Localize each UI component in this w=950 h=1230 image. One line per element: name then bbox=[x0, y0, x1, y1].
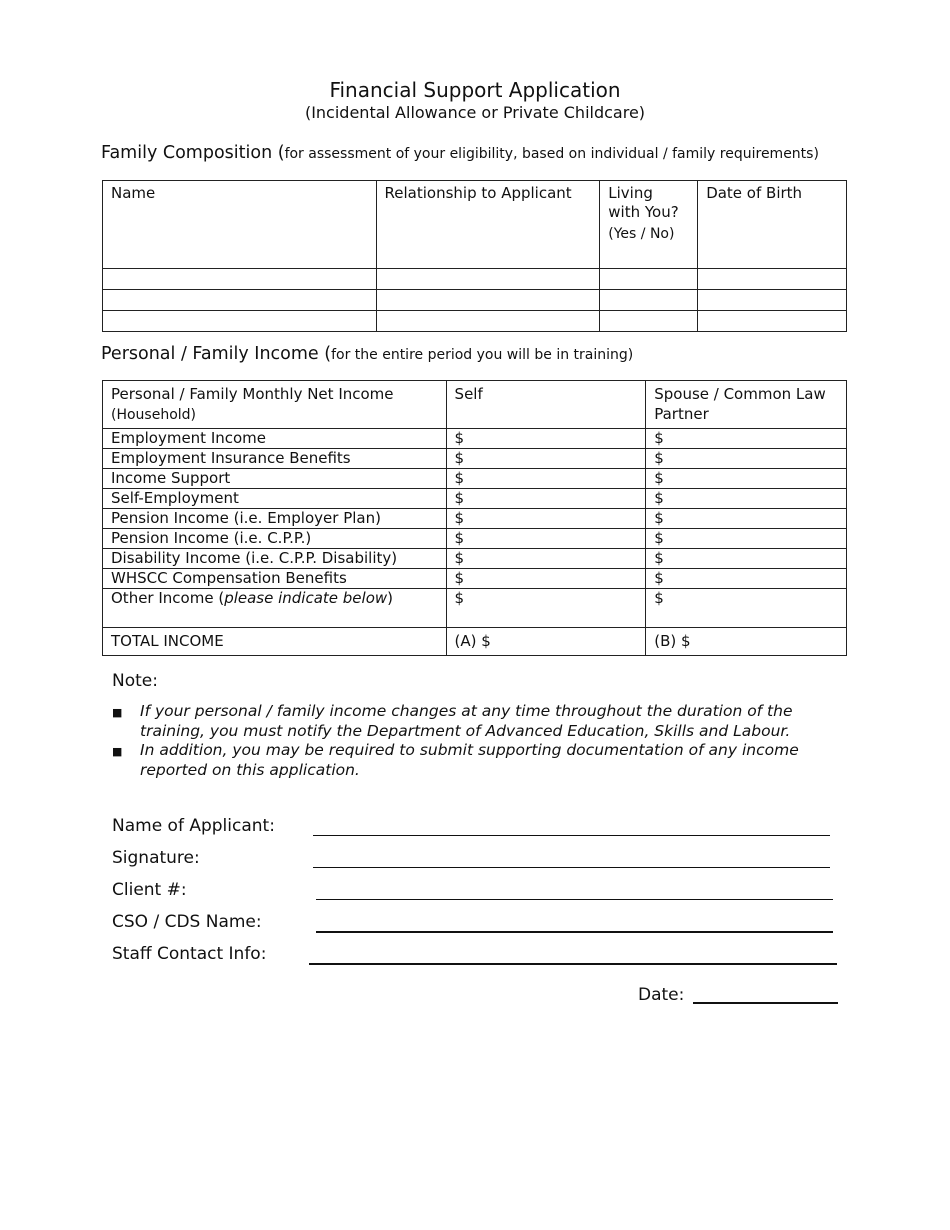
name-cell[interactable] bbox=[103, 311, 377, 332]
income-label: Income Support bbox=[103, 469, 447, 489]
client-number-line[interactable] bbox=[316, 899, 833, 900]
other-label-start: Other Income ( bbox=[111, 589, 225, 607]
staff-contact-label: Staff Contact Info: bbox=[112, 944, 267, 964]
living-cell[interactable] bbox=[600, 311, 698, 332]
cso-cds-name-line[interactable] bbox=[316, 931, 833, 933]
date-label: Date: bbox=[638, 985, 685, 1005]
spouse-amount-cell[interactable]: $ bbox=[646, 549, 847, 569]
self-amount-cell[interactable]: $ bbox=[446, 489, 646, 509]
family-composition-table bbox=[102, 180, 847, 332]
cso-cds-name-label: CSO / CDS Name: bbox=[112, 912, 262, 932]
income-label: Disability Income (i.e. C.P.P. Disability) bbox=[103, 549, 447, 569]
square-bullet-icon: ■ bbox=[112, 706, 123, 719]
table-row bbox=[103, 489, 847, 509]
list-item bbox=[112, 702, 832, 741]
living-cell[interactable] bbox=[600, 290, 698, 311]
table-row bbox=[103, 311, 847, 332]
total-self-cell[interactable]: (A) $ bbox=[446, 628, 646, 656]
family-composition-heading bbox=[101, 143, 819, 163]
spouse-amount-cell[interactable]: $ bbox=[646, 509, 847, 529]
spouse-amount-cell[interactable]: $ bbox=[646, 429, 847, 449]
staff-contact-line[interactable] bbox=[309, 963, 837, 965]
other-label-end: ) bbox=[387, 589, 394, 607]
column-header-income bbox=[103, 381, 447, 429]
table-row bbox=[103, 469, 847, 489]
income-heading-text: Personal / Family Income ( bbox=[101, 344, 332, 364]
table-row bbox=[103, 290, 847, 311]
income-label: Self-Employment bbox=[103, 489, 447, 509]
table-row bbox=[103, 569, 847, 589]
dob-cell[interactable] bbox=[698, 311, 847, 332]
square-bullet-icon: ■ bbox=[112, 745, 123, 758]
signature-label: Signature: bbox=[112, 848, 200, 868]
self-amount-cell[interactable]: $ bbox=[446, 589, 646, 628]
relationship-cell[interactable] bbox=[376, 269, 600, 290]
self-amount-cell[interactable]: $ bbox=[446, 469, 646, 489]
self-amount-cell[interactable]: $ bbox=[446, 449, 646, 469]
page-subtitle: (Incidental Allowance or Private Childcare) bbox=[304, 103, 646, 122]
column-header-spouse: Spouse / Common Law Partner bbox=[646, 381, 847, 429]
note-text: If your personal / family income changes at any time throughout the duration of the training, you must notify the Department of Advanced Education, Skills and Labour. bbox=[140, 702, 793, 740]
self-amount-cell[interactable]: $ bbox=[446, 429, 646, 449]
family-heading-text: Family Composition ( bbox=[101, 143, 285, 163]
note-text: In addition, you may be required to submit supporting documentation of any income reported on this application. bbox=[140, 741, 799, 779]
income-heading-note: for the entire period you will be in training) bbox=[331, 347, 634, 363]
dob-cell[interactable] bbox=[698, 290, 847, 311]
income-table bbox=[102, 380, 847, 656]
self-amount-cell[interactable]: $ bbox=[446, 529, 646, 549]
table-row bbox=[103, 509, 847, 529]
table-row-total bbox=[103, 628, 847, 656]
column-header-name: Name bbox=[103, 181, 377, 269]
income-label bbox=[103, 589, 447, 628]
income-label: Employment Income bbox=[103, 429, 447, 449]
relationship-cell[interactable] bbox=[376, 311, 600, 332]
table-row bbox=[103, 269, 847, 290]
name-of-applicant-line[interactable] bbox=[313, 835, 830, 836]
self-amount-cell[interactable]: $ bbox=[446, 549, 646, 569]
family-income-heading bbox=[101, 344, 633, 364]
income-label: WHSCC Compensation Benefits bbox=[103, 569, 447, 589]
name-cell[interactable] bbox=[103, 290, 377, 311]
table-header-row bbox=[103, 381, 847, 429]
dob-cell[interactable] bbox=[698, 269, 847, 290]
living-cell[interactable] bbox=[600, 269, 698, 290]
signature-line[interactable] bbox=[313, 867, 830, 868]
self-amount-cell[interactable]: $ bbox=[446, 509, 646, 529]
spouse-amount-cell[interactable]: $ bbox=[646, 569, 847, 589]
client-number-label: Client #: bbox=[112, 880, 187, 900]
spouse-amount-cell[interactable]: $ bbox=[646, 589, 847, 628]
spouse-amount-cell[interactable]: $ bbox=[646, 449, 847, 469]
other-label-italic: please indicate below bbox=[224, 589, 388, 607]
spouse-amount-cell[interactable]: $ bbox=[646, 489, 847, 509]
total-label: TOTAL INCOME bbox=[103, 628, 447, 656]
spouse-amount-cell[interactable]: $ bbox=[646, 529, 847, 549]
spouse-amount-cell[interactable]: $ bbox=[646, 469, 847, 489]
income-label: Pension Income (i.e. Employer Plan) bbox=[103, 509, 447, 529]
column-header-relationship: Relationship to Applicant bbox=[376, 181, 600, 269]
income-label: Employment Insurance Benefits bbox=[103, 449, 447, 469]
table-header-row bbox=[103, 181, 847, 269]
list-item bbox=[112, 741, 832, 780]
table-row bbox=[103, 549, 847, 569]
table-row bbox=[103, 449, 847, 469]
self-amount-cell[interactable]: $ bbox=[446, 569, 646, 589]
family-heading-note: for assessment of your eligibility, based on individual / family requirements) bbox=[284, 146, 819, 162]
income-col-label: Personal / Family Monthly Net Income bbox=[111, 385, 394, 403]
column-header-living bbox=[600, 181, 698, 269]
living-note: (Yes / No) bbox=[608, 226, 675, 242]
note-list bbox=[112, 702, 832, 780]
date-line[interactable] bbox=[693, 1002, 838, 1004]
name-of-applicant-label: Name of Applicant: bbox=[112, 816, 275, 836]
table-row-other-income bbox=[103, 589, 847, 628]
relationship-cell[interactable] bbox=[376, 290, 600, 311]
column-header-dob: Date of Birth bbox=[698, 181, 847, 269]
name-cell[interactable] bbox=[103, 269, 377, 290]
column-header-self: Self bbox=[446, 381, 646, 429]
income-col-note: (Household) bbox=[111, 407, 197, 423]
total-spouse-cell[interactable]: (B) $ bbox=[646, 628, 847, 656]
table-row bbox=[103, 529, 847, 549]
table-row bbox=[103, 429, 847, 449]
income-label: Pension Income (i.e. C.P.P.) bbox=[103, 529, 447, 549]
living-label: Living with You? bbox=[608, 184, 679, 221]
page-title: Financial Support Application bbox=[329, 78, 621, 102]
note-label: Note: bbox=[112, 671, 158, 691]
